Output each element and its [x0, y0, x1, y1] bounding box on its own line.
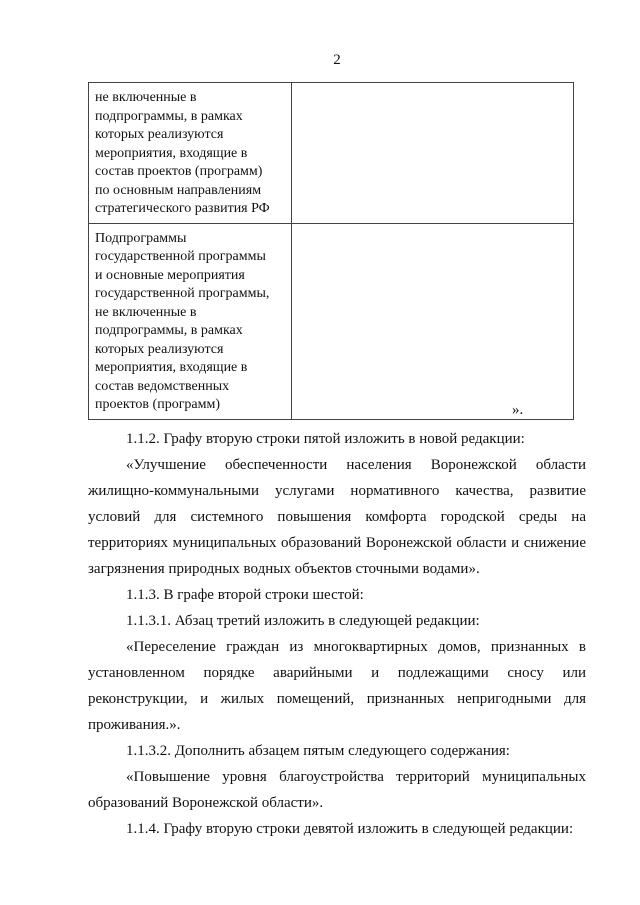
- cell-line: не включенные в: [95, 304, 197, 320]
- cell-line: стратегического развития РФ: [95, 201, 270, 216]
- page-number: 2: [333, 52, 341, 68]
- cell-line: подпрограммы, в рамках: [95, 323, 243, 338]
- cell-line: которых реализуются: [95, 341, 224, 357]
- cell-line: по основным направлениям: [95, 182, 262, 198]
- table-cell-value: [291, 223, 573, 419]
- paragraph-1-1-3-2: 1.1.3.2. Дополнить абзацем пятым следующего содержания:: [126, 743, 510, 759]
- paragraph-line: условий для системного повышения комфорта городской среды на: [88, 509, 586, 525]
- paragraph-line: «Повышение уровня благоустройства территорий муниципальных: [126, 769, 586, 785]
- paragraph-line: жилищно-коммунальными услугами нормативного качества, развитие: [88, 483, 586, 499]
- table-row: [89, 223, 574, 419]
- body-text: [88, 426, 586, 842]
- paragraph-line: проживания.».: [88, 717, 181, 733]
- cell-line: мероприятия, входящие в: [95, 360, 248, 375]
- closing-quote: ».: [512, 402, 524, 418]
- paragraph-line: реконструкции, и жилых помещений, признанных непригодными для: [88, 691, 586, 707]
- cell-line: и основные мероприятия: [95, 267, 245, 283]
- paragraph-1-1-3: 1.1.3. В графе второй строки шестой:: [126, 587, 364, 603]
- cell-line: мероприятия, входящие в: [95, 145, 248, 161]
- cell-line: состав проектов (программ): [95, 164, 263, 179]
- table-cell-label: [89, 223, 292, 419]
- table-cell-value: [291, 83, 573, 224]
- paragraph-1-1-4: 1.1.4. Графу вторую строки девятой изложить в следующей редакции:: [126, 821, 574, 837]
- cell-line: подпрограммы, в рамках: [95, 108, 243, 124]
- cell-line: государственной программы: [95, 249, 266, 264]
- program-table: [88, 82, 574, 420]
- paragraph-line: территориях муниципальных образований Воронежской области и снижение: [88, 535, 586, 551]
- cell-line: которых реализуются: [95, 127, 224, 142]
- paragraph-line: «Переселение граждан из многоквартирных домов, признанных в: [126, 639, 586, 655]
- paragraph-line: образований Воронежской области».: [88, 795, 324, 811]
- table-cell-label: [89, 83, 292, 224]
- paragraph-line: «Улучшение обеспеченности населения Воронежской области: [126, 457, 586, 473]
- cell-line: проектов (программ): [95, 397, 221, 412]
- paragraph-1-1-3-1: 1.1.3.1. Абзац третий изложить в следующей редакции:: [126, 613, 480, 629]
- cell-line: состав ведомственных: [95, 378, 230, 394]
- cell-line: Подпрограммы: [95, 230, 187, 246]
- paragraph-line: установленном порядке аварийными и подлежащими сносу или: [88, 665, 586, 681]
- paragraph-line: загрязнения природных водных объектов сточными водами».: [88, 561, 480, 577]
- table-row: [89, 83, 574, 224]
- paragraph-1-1-2: 1.1.2. Графу вторую строки пятой изложить в новой редакции:: [126, 431, 525, 447]
- cell-line: не включенные в: [95, 90, 197, 105]
- cell-line: государственной программы,: [95, 286, 270, 301]
